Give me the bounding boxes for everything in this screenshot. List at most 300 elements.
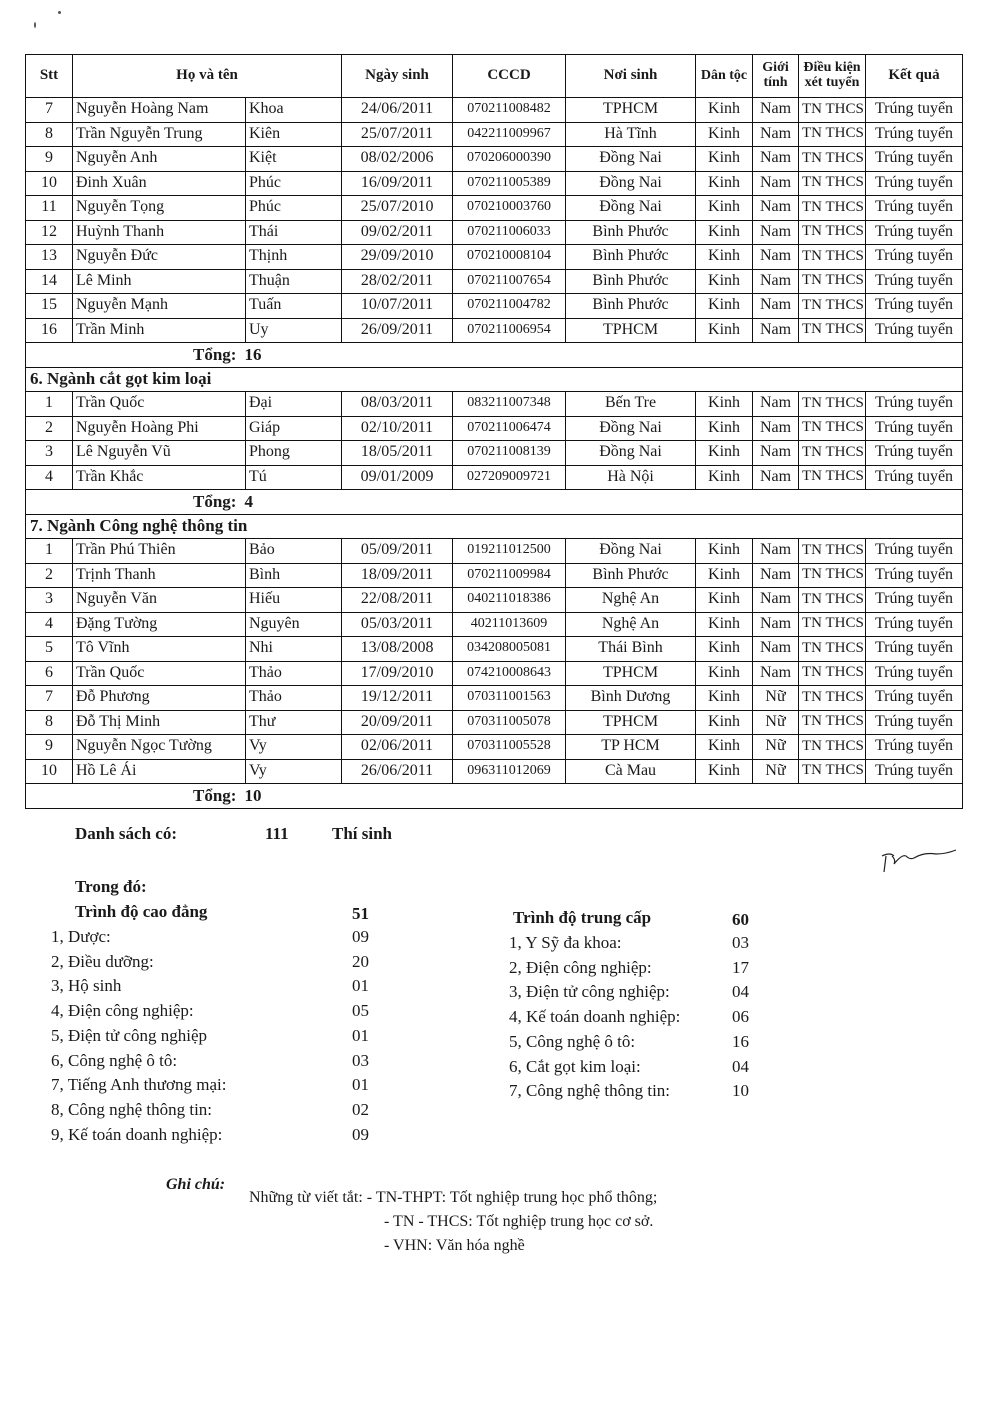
row-condition: TN THCS (799, 588, 866, 613)
row-birthplace: Bến Tre (566, 392, 696, 417)
row-first-name: Khoa (246, 98, 342, 123)
header-place: Nơi sinh (566, 55, 696, 98)
row-result: Trúng tuyển (866, 710, 963, 735)
row-last-name: Nguyễn Văn (73, 588, 246, 613)
row-dob: 16/09/2011 (342, 171, 453, 196)
row-cccd: 40211013609 (453, 612, 566, 637)
row-birthplace: Bình Phước (566, 220, 696, 245)
row-gender: Nam (753, 196, 799, 221)
total-row (26, 490, 963, 515)
table-row (26, 710, 963, 735)
row-condition: TN THCS (799, 220, 866, 245)
row-first-name: Thái (246, 220, 342, 245)
breakdown-label: 5, Công nghệ ô tô: (509, 1031, 636, 1051)
college-label: Trình độ cao đẳng (75, 902, 208, 921)
row-condition: TN THCS (799, 392, 866, 417)
row-cccd: 070211006954 (453, 318, 566, 343)
row-last-name: Huỳnh Thanh (73, 220, 246, 245)
row-cccd: 070311005528 (453, 735, 566, 760)
row-ethnicity: Kinh (696, 269, 753, 294)
row-result: Trúng tuyển (866, 269, 963, 294)
breakdown-label: 2, Điện công nghiệp: (509, 957, 652, 977)
row-condition: TN THCS (799, 294, 866, 319)
row-result: Trúng tuyển (866, 171, 963, 196)
row-first-name: Thư (246, 710, 342, 735)
row-stt: 16 (26, 318, 73, 343)
row-first-name: Kiệt (246, 147, 342, 172)
row-first-name: Tú (246, 465, 342, 490)
row-cccd: 034208005081 (453, 637, 566, 662)
breakdown-value: 02 (352, 1099, 369, 1119)
row-cccd: 070210003760 (453, 196, 566, 221)
breakdown-label: 4, Điện công nghiệp: (51, 1001, 194, 1021)
row-cccd: 070211004782 (453, 294, 566, 319)
row-first-name: Uy (246, 318, 342, 343)
table-row (26, 441, 963, 466)
row-cccd: 096311012069 (453, 759, 566, 784)
row-last-name: Đinh Xuân (73, 171, 246, 196)
row-last-name: Đặng Tường (73, 612, 246, 637)
row-condition: TN THCS (799, 539, 866, 564)
row-condition: TN THCS (799, 735, 866, 760)
row-condition: TN THCS (799, 661, 866, 686)
row-first-name: Thuận (246, 269, 342, 294)
row-last-name: Lê Nguyễn Vũ (73, 441, 246, 466)
row-stt: 4 (26, 612, 73, 637)
breakdown-label: 4, Kế toán doanh nghiệp: (509, 1007, 681, 1027)
breakdown-value: 03 (352, 1050, 369, 1070)
row-birthplace: Đồng Nai (566, 171, 696, 196)
breakdown-value: 09 (352, 927, 369, 946)
row-ethnicity: Kinh (696, 735, 753, 760)
row-dob: 02/06/2011 (342, 735, 453, 760)
row-ethnicity: Kinh (696, 661, 753, 686)
row-gender: Nữ (753, 759, 799, 784)
row-result: Trúng tuyển (866, 416, 963, 441)
row-condition: TN THCS (799, 759, 866, 784)
row-ethnicity: Kinh (696, 441, 753, 466)
header-stt: Stt (26, 55, 73, 98)
row-stt: 11 (26, 196, 73, 221)
row-gender: Nam (753, 539, 799, 564)
breakdown-label: 7, Tiếng Anh thương mại: (51, 1075, 227, 1095)
breakdown-value: 09 (352, 1124, 369, 1144)
row-condition: TN THCS (799, 465, 866, 490)
row-last-name: Trần Minh (73, 318, 246, 343)
row-gender: Nam (753, 171, 799, 196)
table-row (26, 122, 963, 147)
inter-total: 60 (732, 910, 749, 929)
table-row (26, 588, 963, 613)
row-birthplace: Bình Phước (566, 245, 696, 270)
row-gender: Nam (753, 294, 799, 319)
breakdown-label: 7, Công nghệ thông tin: (509, 1081, 671, 1101)
college-total: 51 (352, 904, 369, 923)
row-dob: 18/09/2011 (342, 563, 453, 588)
row-last-name: Tô Vĩnh (73, 637, 246, 662)
row-birthplace: Đồng Nai (566, 147, 696, 172)
row-birthplace: Đồng Nai (566, 441, 696, 466)
row-result: Trúng tuyển (866, 588, 963, 613)
scan-speck (58, 11, 61, 14)
row-birthplace: Đồng Nai (566, 539, 696, 564)
row-stt: 14 (26, 269, 73, 294)
section-title-row (26, 514, 963, 539)
row-condition: TN THCS (799, 563, 866, 588)
breakdown-label: 9, Kế toán doanh nghiệp: (51, 1124, 223, 1144)
row-gender: Nam (753, 637, 799, 662)
breakdown-value: 04 (732, 1056, 749, 1076)
row-result: Trúng tuyển (866, 196, 963, 221)
row-cccd: 070211009984 (453, 563, 566, 588)
row-condition: TN THCS (799, 416, 866, 441)
row-cccd: 070311005078 (453, 710, 566, 735)
table-row (26, 563, 963, 588)
row-result: Trúng tuyển (866, 98, 963, 123)
row-stt: 2 (26, 416, 73, 441)
row-gender: Nam (753, 98, 799, 123)
row-stt: 10 (26, 171, 73, 196)
breakdown-label: 6, Công nghệ ô tô: (51, 1050, 178, 1070)
row-stt: 9 (26, 147, 73, 172)
list-label: Danh sách có: (75, 824, 178, 843)
row-gender: Nam (753, 465, 799, 490)
row-gender: Nam (753, 563, 799, 588)
row-dob: 05/09/2011 (342, 539, 453, 564)
section-title-row (26, 367, 963, 392)
row-ethnicity: Kinh (696, 539, 753, 564)
breakdown-value: 20 (352, 951, 369, 971)
row-gender: Nam (753, 612, 799, 637)
row-first-name: Bảo (246, 539, 342, 564)
notes-line-1: Những từ viết tắt: - TN-THPT: Tốt nghiệp trung học phổ thông; (249, 1189, 658, 1206)
row-last-name: Nguyễn Mạnh (73, 294, 246, 319)
table-row (26, 294, 963, 319)
total-cell (26, 343, 963, 368)
among-label: Trong đó: (75, 877, 147, 896)
row-last-name: Trần Quốc (73, 661, 246, 686)
total-label: Tổng: (193, 785, 237, 805)
row-ethnicity: Kinh (696, 98, 753, 123)
row-ethnicity: Kinh (696, 318, 753, 343)
row-result: Trúng tuyển (866, 735, 963, 760)
table-row (26, 171, 963, 196)
breakdown-value: 17 (732, 957, 749, 977)
breakdown-label: 1, Dược: (51, 927, 111, 946)
header-gender-label: Giới tính (762, 60, 789, 90)
table-row (26, 392, 963, 417)
row-dob: 05/03/2011 (342, 612, 453, 637)
row-condition: TN THCS (799, 686, 866, 711)
breakdown-label: 3, Hộ sinh (51, 976, 122, 996)
table-row (26, 318, 963, 343)
row-dob: 29/09/2010 (342, 245, 453, 270)
row-birthplace: Bình Dương (566, 686, 696, 711)
row-cccd: 070211005389 (453, 171, 566, 196)
row-gender: Nam (753, 122, 799, 147)
row-last-name: Nguyễn Anh (73, 147, 246, 172)
row-birthplace: TPHCM (566, 710, 696, 735)
row-gender: Nam (753, 220, 799, 245)
row-dob: 10/07/2011 (342, 294, 453, 319)
table-row (26, 269, 963, 294)
breakdown-value: 01 (352, 1075, 369, 1095)
row-first-name: Phúc (246, 196, 342, 221)
section-title: 6. Ngành cắt gọt kim loại (26, 367, 963, 392)
row-result: Trúng tuyển (866, 294, 963, 319)
row-last-name: Trịnh Thanh (73, 563, 246, 588)
row-condition: TN THCS (799, 269, 866, 294)
row-result: Trúng tuyển (866, 245, 963, 270)
breakdown-label: 8, Công nghệ thông tin: (51, 1099, 213, 1119)
section-title: 7. Ngành Công nghệ thông tin (26, 514, 963, 539)
row-last-name: Đỗ Phương (73, 686, 246, 711)
row-condition: TN THCS (799, 441, 866, 466)
row-ethnicity: Kinh (696, 220, 753, 245)
total-label: Tổng: (193, 491, 237, 511)
breakdown-value: 05 (352, 1001, 369, 1021)
row-stt: 5 (26, 637, 73, 662)
row-stt: 10 (26, 759, 73, 784)
row-birthplace: Bình Phước (566, 269, 696, 294)
row-stt: 3 (26, 588, 73, 613)
total-label: Tổng: (193, 344, 237, 364)
row-last-name: Nguyễn Tọng (73, 196, 246, 221)
row-birthplace: TPHCM (566, 98, 696, 123)
row-birthplace: TPHCM (566, 318, 696, 343)
notes-line-3: - VHN: Văn hóa nghề (384, 1237, 525, 1254)
row-first-name: Thảo (246, 686, 342, 711)
row-dob: 19/12/2011 (342, 686, 453, 711)
row-ethnicity: Kinh (696, 710, 753, 735)
inter-label: Trình độ trung cấp (513, 908, 652, 927)
breakdown-label: 5, Điện tử công nghiệp (51, 1025, 208, 1045)
row-last-name: Trần Khắc (73, 465, 246, 490)
row-gender: Nam (753, 269, 799, 294)
row-cccd: 027209009721 (453, 465, 566, 490)
row-last-name: Đỗ Thị Minh (73, 710, 246, 735)
row-stt: 2 (26, 563, 73, 588)
row-dob: 09/01/2009 (342, 465, 453, 490)
notes-line-2: - TN - THCS: Tốt nghiệp trung học cơ sở. (384, 1213, 654, 1230)
row-cccd: 070311001563 (453, 686, 566, 711)
row-ethnicity: Kinh (696, 759, 753, 784)
row-gender: Nam (753, 416, 799, 441)
row-stt: 15 (26, 294, 73, 319)
row-ethnicity: Kinh (696, 686, 753, 711)
row-stt: 6 (26, 661, 73, 686)
row-result: Trúng tuyển (866, 147, 963, 172)
row-first-name: Vy (246, 759, 342, 784)
header-ethnic-label: Dân tộc (700, 67, 748, 83)
row-first-name: Thịnh (246, 245, 342, 270)
row-ethnicity: Kinh (696, 612, 753, 637)
row-last-name: Hồ Lê Ái (73, 759, 246, 784)
row-condition: TN THCS (799, 637, 866, 662)
row-dob: 13/08/2008 (342, 637, 453, 662)
total-cell (26, 784, 963, 809)
total-cell (26, 490, 963, 515)
row-result: Trúng tuyển (866, 441, 963, 466)
row-cccd: 070211007654 (453, 269, 566, 294)
row-gender: Nam (753, 441, 799, 466)
row-first-name: Thảo (246, 661, 342, 686)
list-count: 111 (265, 824, 289, 843)
row-stt: 7 (26, 98, 73, 123)
notes-label: Ghi chú: (166, 1176, 226, 1193)
row-condition: TN THCS (799, 122, 866, 147)
row-gender: Nữ (753, 686, 799, 711)
row-condition: TN THCS (799, 171, 866, 196)
row-dob: 25/07/2011 (342, 122, 453, 147)
row-cccd: 070211008482 (453, 98, 566, 123)
row-gender: Nữ (753, 710, 799, 735)
table-row (26, 539, 963, 564)
row-cccd: 070206000390 (453, 147, 566, 172)
row-ethnicity: Kinh (696, 465, 753, 490)
scan-speck (34, 22, 36, 28)
row-birthplace: Hà Nội (566, 465, 696, 490)
row-birthplace: Cà Mau (566, 759, 696, 784)
row-ethnicity: Kinh (696, 637, 753, 662)
row-ethnicity: Kinh (696, 147, 753, 172)
row-birthplace: Bình Phước (566, 563, 696, 588)
row-gender: Nam (753, 318, 799, 343)
row-stt: 12 (26, 220, 73, 245)
row-first-name: Nhi (246, 637, 342, 662)
row-result: Trúng tuyển (866, 122, 963, 147)
row-ethnicity: Kinh (696, 588, 753, 613)
breakdown-value: 16 (732, 1031, 749, 1051)
row-birthplace: Bình Phước (566, 294, 696, 319)
row-dob: 22/08/2011 (342, 588, 453, 613)
row-dob: 09/02/2011 (342, 220, 453, 245)
row-ethnicity: Kinh (696, 245, 753, 270)
row-first-name: Kiên (246, 122, 342, 147)
table-row (26, 196, 963, 221)
row-result: Trúng tuyển (866, 661, 963, 686)
row-gender: Nam (753, 661, 799, 686)
row-dob: 26/06/2011 (342, 759, 453, 784)
table-header-row (26, 55, 963, 98)
row-birthplace: Đồng Nai (566, 196, 696, 221)
row-first-name: Phong (246, 441, 342, 466)
table-row (26, 612, 963, 637)
row-gender: Nữ (753, 735, 799, 760)
table-row (26, 98, 963, 123)
row-condition: TN THCS (799, 612, 866, 637)
row-ethnicity: Kinh (696, 416, 753, 441)
row-gender: Nam (753, 392, 799, 417)
row-birthplace: Thái Bình (566, 637, 696, 662)
row-last-name: Trần Phú Thiên (73, 539, 246, 564)
row-birthplace: TPHCM (566, 661, 696, 686)
table-row (26, 147, 963, 172)
breakdown-label: 2, Điều dưỡng: (51, 951, 154, 971)
breakdown-value: 10 (732, 1081, 749, 1101)
row-dob: 25/07/2010 (342, 196, 453, 221)
row-ethnicity: Kinh (696, 196, 753, 221)
breakdown-label: 1, Y Sỹ đa khoa: (509, 933, 622, 952)
row-gender: Nam (753, 588, 799, 613)
header-ethnic (696, 55, 753, 98)
row-last-name: Nguyễn Hoàng Nam (73, 98, 246, 123)
breakdown-value: 03 (732, 933, 749, 952)
header-condition (799, 55, 866, 98)
row-last-name: Lê Minh (73, 269, 246, 294)
row-ethnicity: Kinh (696, 171, 753, 196)
row-gender: Nam (753, 147, 799, 172)
table-row (26, 759, 963, 784)
summary-count-line (75, 824, 393, 844)
breakdown-value: 01 (352, 1025, 369, 1045)
header-dob: Ngày sinh (342, 55, 453, 98)
row-first-name: Tuấn (246, 294, 342, 319)
row-result: Trúng tuyển (866, 637, 963, 662)
breakdown-value: 01 (352, 976, 369, 996)
breakdown-value: 04 (732, 982, 749, 1002)
list-unit: Thí sinh (332, 824, 393, 843)
total-value: 4 (244, 491, 253, 511)
row-result: Trúng tuyển (866, 539, 963, 564)
row-dob: 28/02/2011 (342, 269, 453, 294)
row-result: Trúng tuyển (866, 612, 963, 637)
row-ethnicity: Kinh (696, 392, 753, 417)
breakdown-label: 6, Cắt gọt kim loại: (509, 1056, 641, 1076)
total-row (26, 343, 963, 368)
table-row (26, 220, 963, 245)
row-result: Trúng tuyển (866, 563, 963, 588)
table-row (26, 637, 963, 662)
row-dob: 17/09/2010 (342, 661, 453, 686)
row-last-name: Nguyễn Đức (73, 245, 246, 270)
row-cccd: 070211006033 (453, 220, 566, 245)
row-stt: 4 (26, 465, 73, 490)
row-stt: 8 (26, 122, 73, 147)
row-last-name: Trần Quốc (73, 392, 246, 417)
row-gender: Nam (753, 245, 799, 270)
row-birthplace: Hà Tĩnh (566, 122, 696, 147)
row-birthplace: Nghệ An (566, 588, 696, 613)
row-cccd: 019211012500 (453, 539, 566, 564)
row-condition: TN THCS (799, 196, 866, 221)
row-stt: 1 (26, 539, 73, 564)
row-first-name: Phúc (246, 171, 342, 196)
header-cccd: CCCD (453, 55, 566, 98)
row-cccd: 074210008643 (453, 661, 566, 686)
row-condition: TN THCS (799, 318, 866, 343)
row-cccd: 083211007348 (453, 392, 566, 417)
row-result: Trúng tuyển (866, 318, 963, 343)
row-stt: 9 (26, 735, 73, 760)
row-dob: 20/09/2011 (342, 710, 453, 735)
table-row (26, 465, 963, 490)
header-name: Họ và tên (73, 55, 342, 98)
row-birthplace: Đồng Nai (566, 416, 696, 441)
row-cccd: 070211008139 (453, 441, 566, 466)
row-birthplace: TP HCM (566, 735, 696, 760)
row-stt: 8 (26, 710, 73, 735)
row-dob: 26/09/2011 (342, 318, 453, 343)
row-condition: TN THCS (799, 710, 866, 735)
row-result: Trúng tuyển (866, 759, 963, 784)
row-dob: 08/02/2006 (342, 147, 453, 172)
header-gender (753, 55, 799, 98)
row-condition: TN THCS (799, 245, 866, 270)
row-stt: 1 (26, 392, 73, 417)
row-first-name: Giáp (246, 416, 342, 441)
row-dob: 08/03/2011 (342, 392, 453, 417)
